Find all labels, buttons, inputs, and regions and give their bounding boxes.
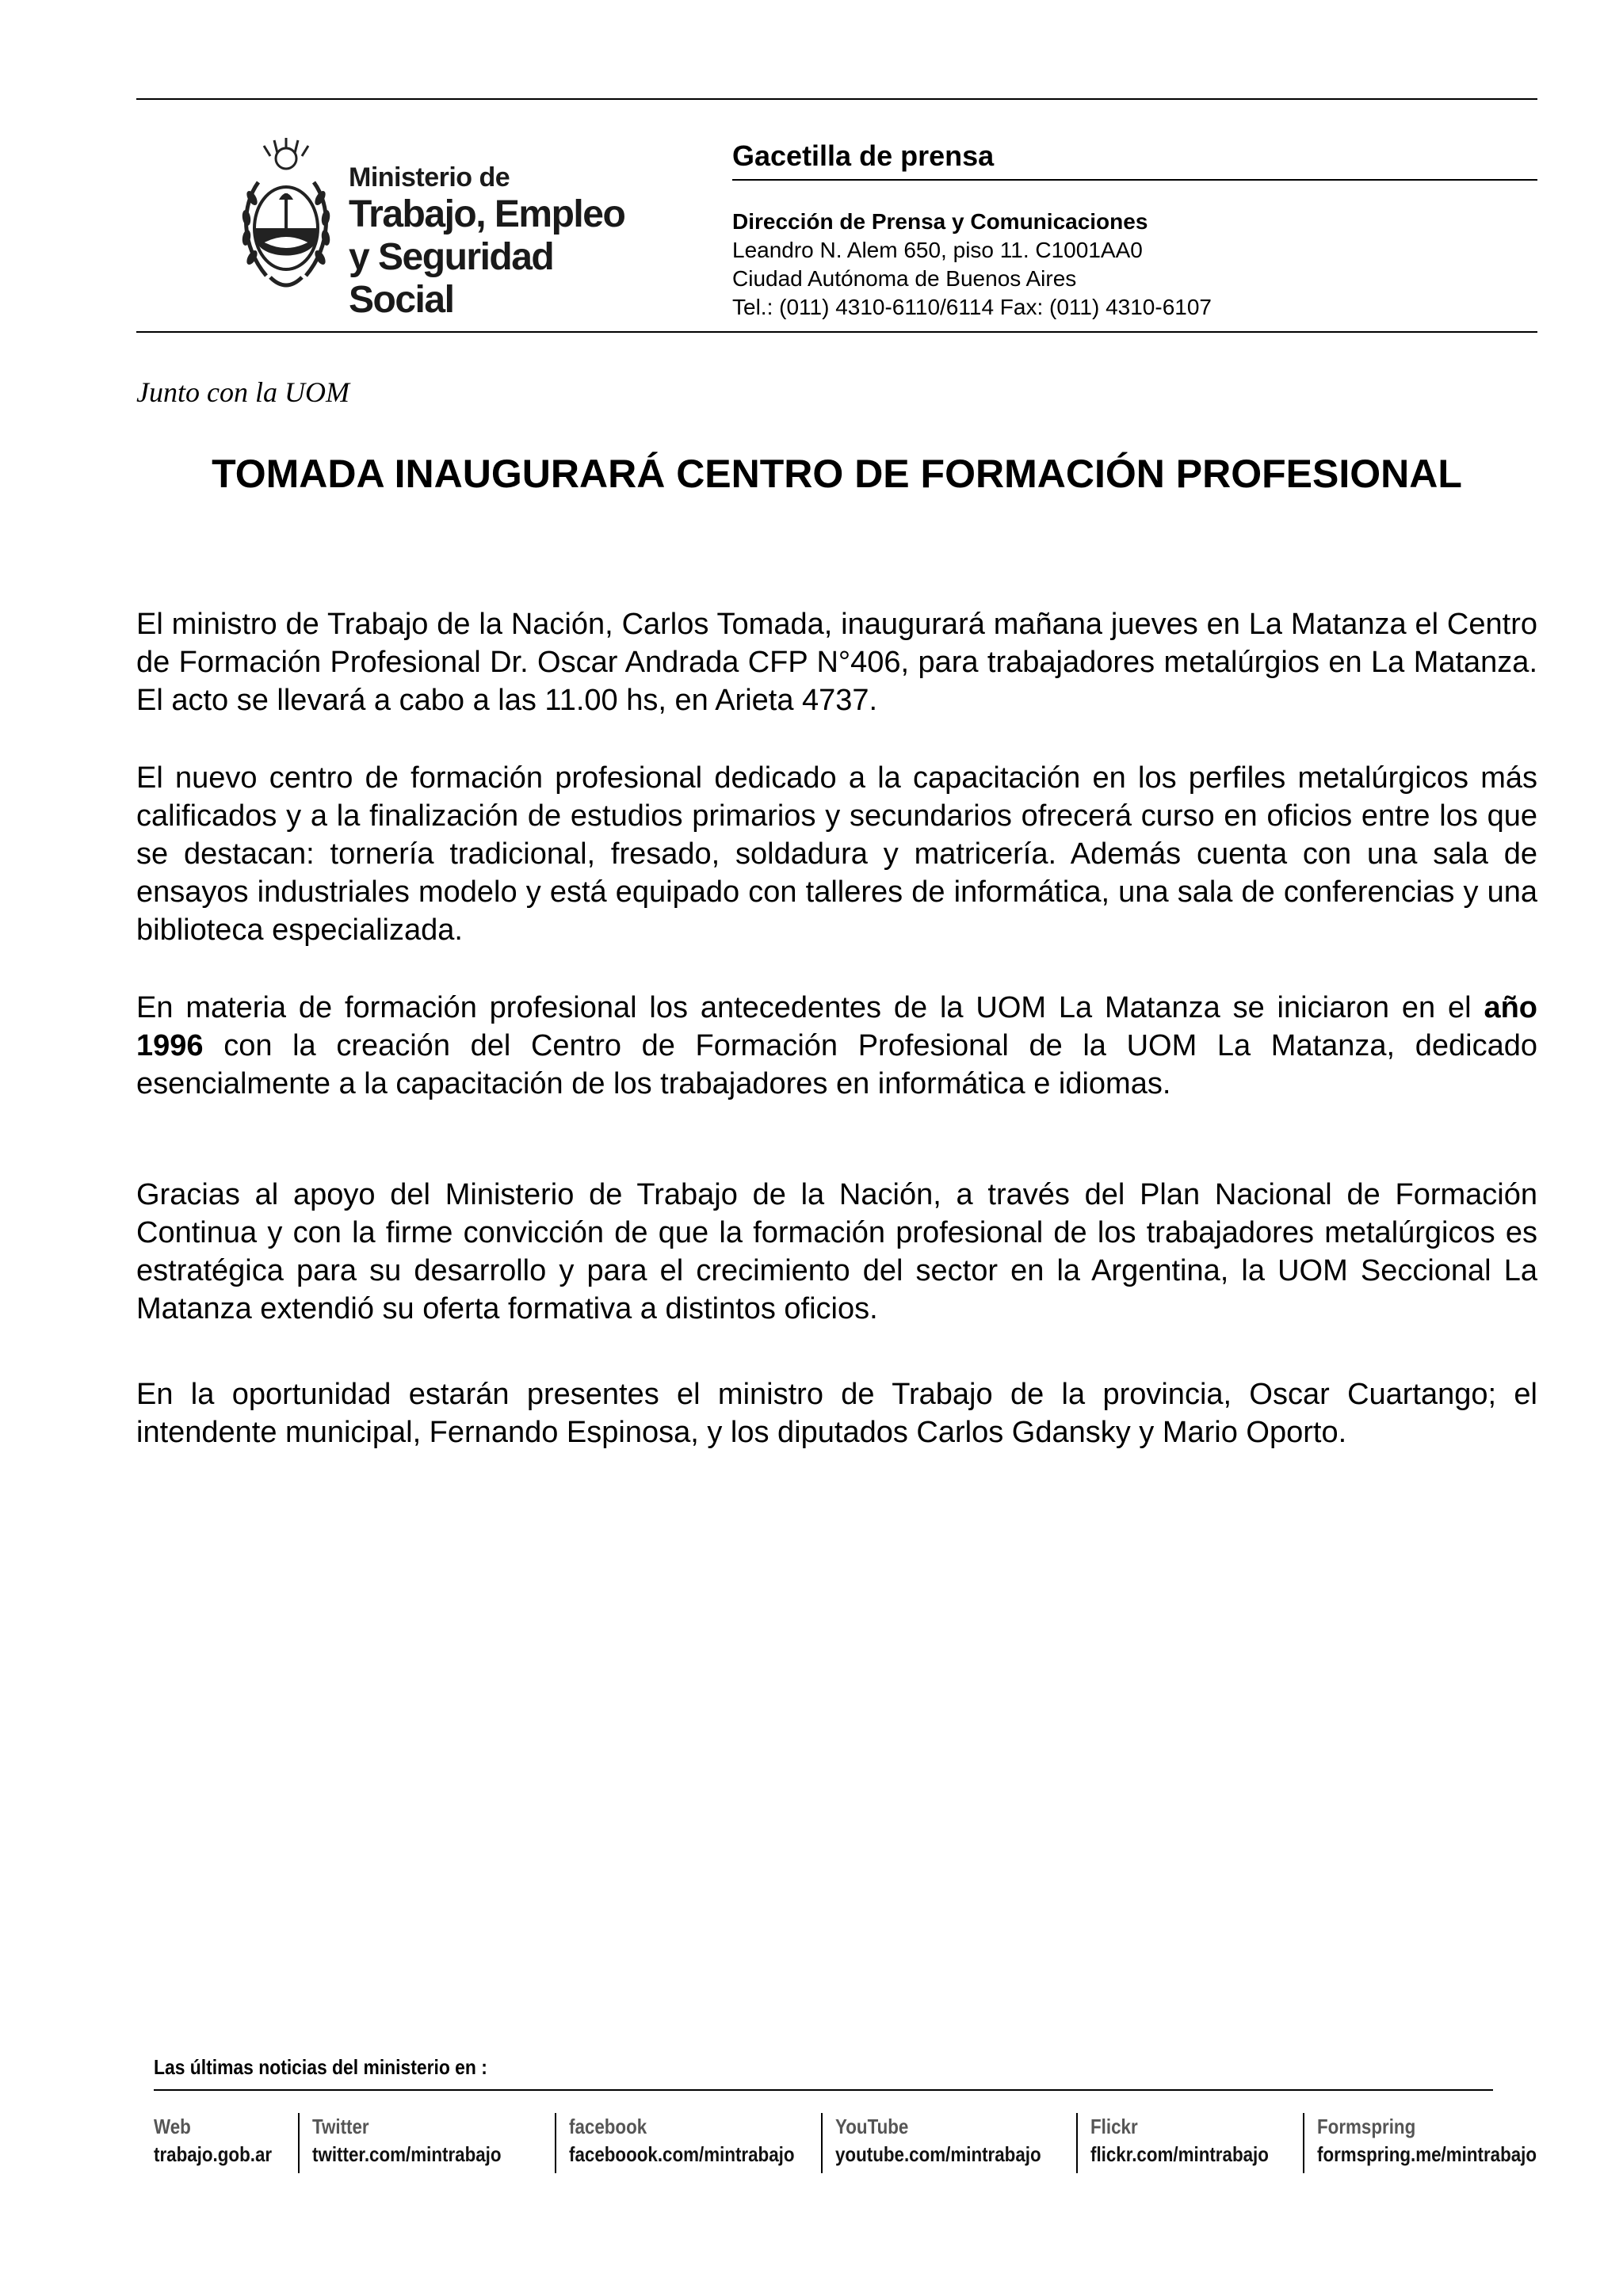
city: Ciudad Autónoma de Buenos Aires [732, 266, 1077, 291]
paragraph-2: El nuevo centro de formación profesional dedicado a la capacitación en los perfiles metalúrgicos más calificados y a la finalización de estudios primarios y secundarios ofrecerá curso en oficios entre los que se destacan: tornería tradicional, fresado, soldadura y matricería. Además cuenta con una sala de ensayos industriales modelo y está equipado con talleres de informática, una sala de conferencias y una biblioteca especializada. [136, 761, 1537, 947]
link-web-label: Web [154, 2115, 191, 2138]
link-flickr[interactable] [1076, 2113, 1303, 2173]
paragraph-3 [136, 989, 1537, 1103]
link-formspring[interactable] [1303, 2113, 1537, 2173]
footer-title: Las últimas noticias del ministerio en : [154, 2055, 487, 2079]
link-youtube-label: YouTube [835, 2115, 909, 2138]
logo-line-3: y Seguridad Social [349, 236, 554, 321]
paragraph-5: En la oportunidad estarán presentes el ministro de Trabajo de la provincia, Oscar Cuartango; el intendente municipal, Fernando Espinosa, y los diputados Carlos Gdansky y Mario Oporto. [136, 1378, 1537, 1449]
paragraph-4: Gracias al apoyo del Ministerio de Trabajo de la Nación, a través del Plan Nacional de Formación Continua y con la firme convicción de que la formación profesional de los trabajadores metalúrgicos es estratégica para su desarrollo y para el crecimiento del sector en la Argentina, la UOM Seccional La Matanza extendió su oferta formativa a distintos oficios. [136, 1178, 1537, 1325]
address: Leandro N. Alem 650, piso 11. C1001AA0 [732, 238, 1143, 262]
highlight-year: año 1996 [136, 991, 1537, 1062]
coat-of-arms-icon [235, 135, 338, 298]
link-facebook[interactable] [555, 2113, 821, 2173]
link-twitter-label: Twitter [312, 2115, 369, 2138]
link-youtube-url[interactable]: youtube.com/mintrabajo [835, 2142, 1041, 2166]
paragraph-3-start: En materia de formación profesional los antecedentes de la UOM La Matanza se iniciaron en el [136, 991, 1484, 1024]
link-formspring-url[interactable]: formspring.me/mintrabajo [1317, 2142, 1537, 2166]
paragraph-1: El ministro de Trabajo de la Nación, Carlos Tomada, inaugurará mañana jueves en La Matanza el Centro de Formación Profesional Dr. Oscar Andrada CFP N°406, para trabajadores metalúrgios en La Matanza. El acto se llevará a cabo a las 11.00 hs, en Arieta 4737. [136, 608, 1537, 717]
link-flickr-label: Flickr [1090, 2115, 1138, 2138]
link-twitter[interactable] [298, 2113, 555, 2173]
link-facebook-label: facebook [569, 2115, 647, 2138]
link-web[interactable] [154, 2113, 298, 2173]
paragraph-3-end: con la creación del Centro de Formación Profesional de la UOM La Matanza, dedicado esencialmente a la capacitación de los trabajadores en informática e idiomas. [136, 1029, 1537, 1100]
footer-rule [154, 2089, 1493, 2091]
headline: TOMADA INAUGURARÁ CENTRO DE FORMACIÓN PROFESIONAL [212, 452, 1462, 496]
link-formspring-label: Formspring [1317, 2115, 1416, 2138]
logo-line-2: Trabajo, Empleo [349, 193, 625, 235]
top-rule [136, 98, 1537, 100]
contact-block [732, 208, 1537, 322]
link-facebook-url[interactable]: faceboook.com/mintrabajo [569, 2142, 795, 2166]
link-youtube[interactable] [821, 2113, 1076, 2173]
link-twitter-url[interactable]: twitter.com/mintrabajo [312, 2142, 502, 2166]
department-name: Dirección de Prensa y Comunicaciones [732, 209, 1148, 234]
ministry-logo [235, 135, 647, 321]
kicker: Junto con la UOM [136, 376, 349, 408]
logo-line-1: Ministerio de [349, 162, 510, 193]
footer [154, 2055, 1537, 2173]
press-release-header [732, 138, 1537, 322]
header-bottom-rule [136, 331, 1537, 333]
link-web-url[interactable]: trabajo.gob.ar [154, 2142, 273, 2166]
gacetilla-title: Gacetilla de prensa [732, 138, 1537, 181]
social-links [154, 2113, 1537, 2173]
phone-fax: Tel.: (011) 4310-6110/6114 Fax: (011) 4310-6107 [732, 295, 1212, 319]
link-flickr-url[interactable]: flickr.com/mintrabajo [1090, 2142, 1269, 2166]
